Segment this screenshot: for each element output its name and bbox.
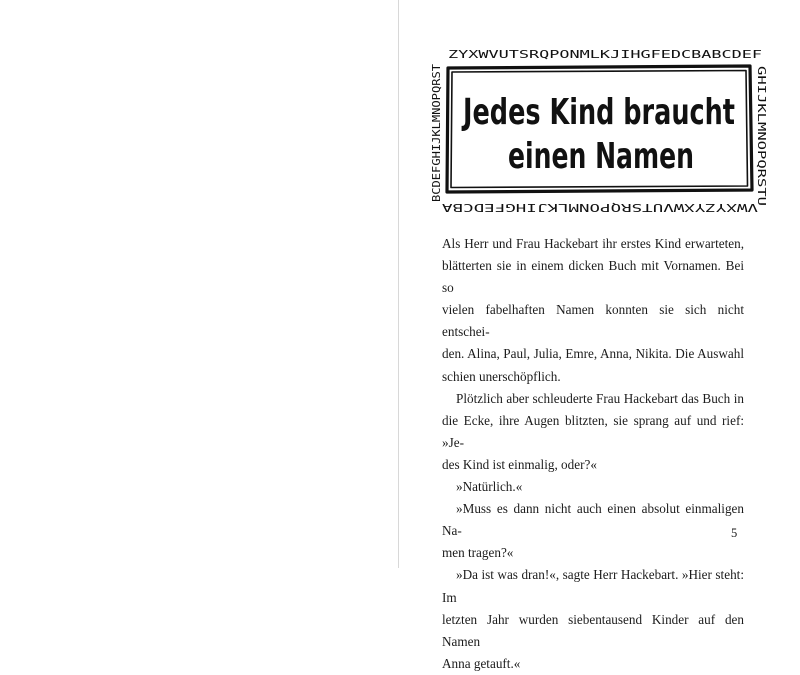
text-line: des Kind ist einmalig, oder?«	[442, 456, 597, 472]
chapter-title-frame	[428, 42, 770, 214]
text-line: die Ecke, ihre Augen blitzten, sie sprang auf und rief: »Je-	[442, 412, 744, 450]
text-line: letzten Jahr wurden siebentausend Kinder auf den Namen	[442, 611, 744, 649]
paragraph	[442, 233, 744, 388]
border-letters-top: ZYXWVUTSRQPONMLKJIHGFEDCBABCDEF	[448, 49, 762, 61]
text-line: Als Herr und Frau Hackebart ihr erstes Kind erwarteten,	[442, 236, 744, 251]
paragraph	[442, 498, 744, 564]
left-page-blank	[0, 0, 398, 568]
text-line: vielen fabelhaften Namen konnten sie sich nicht entschei-	[442, 302, 744, 340]
text-line: men tragen?«	[442, 545, 514, 561]
text-line: schien unerschöpflich.	[442, 368, 561, 384]
chapter-title-line-2: einen Namen	[508, 136, 694, 177]
paragraph	[442, 388, 744, 476]
page-number: 5	[731, 526, 738, 540]
text-line: den. Alina, Paul, Julia, Emre, Anna, Nikita. Die Auswahl	[442, 346, 744, 362]
paragraph	[442, 476, 744, 498]
paragraph	[442, 564, 744, 674]
text-line: »Muss es dann nicht auch einen absolut einmaligen Na-	[442, 501, 744, 539]
text-line: blätterten sie in einem dicken Buch mit Vornamen. Bei so	[442, 258, 744, 296]
text-line: Anna getauft.«	[442, 655, 521, 671]
text-line: »Da ist was dran!«, sagte Herr Hackebart. »Hier steht: Im	[442, 567, 744, 605]
border-letters-right: GHIJKLMNOPQRSTU	[755, 66, 767, 161]
border-letters-bottom: VWXYZYXWVUTSRQPONMLKJIHGFEDCBA	[440, 201, 758, 213]
chapter-title-line-1: Jedes Kind braucht	[460, 92, 735, 133]
chapter-body	[442, 233, 744, 675]
border-letters-left: BCDEFGHIJKLMNOPQRST	[431, 81, 443, 202]
chapter-title-box	[428, 42, 770, 214]
text-line: »Natürlich.«	[456, 479, 523, 495]
text-line: Plötzlich aber schleuderte Frau Hackebart das Buch in	[456, 390, 744, 406]
